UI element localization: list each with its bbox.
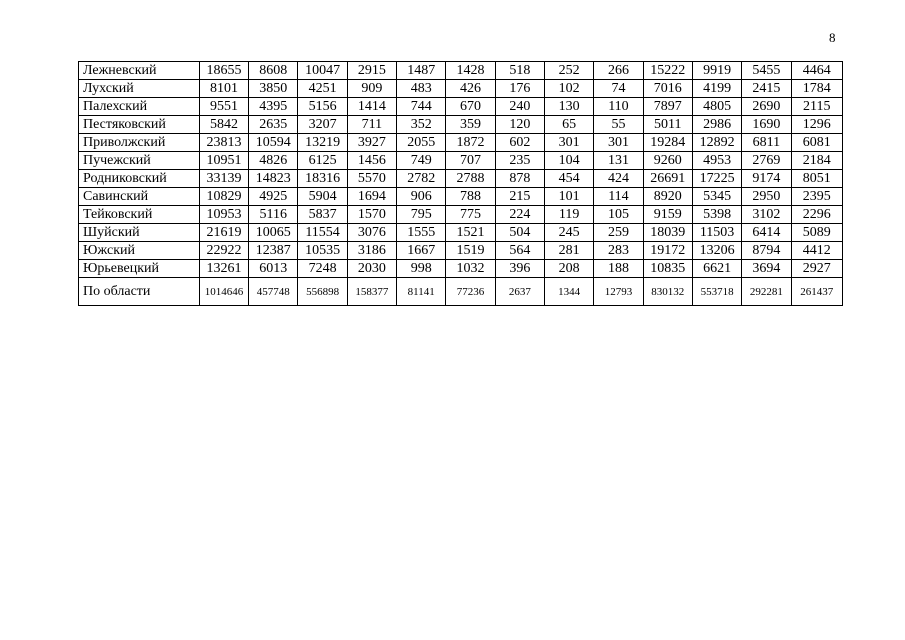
value-cell: 13261 (199, 260, 248, 278)
value-cell: 2986 (692, 116, 741, 134)
value-cell: 120 (495, 116, 544, 134)
value-cell: 3186 (347, 242, 396, 260)
value-cell: 2395 (791, 188, 842, 206)
value-cell: 301 (594, 134, 643, 152)
value-cell: 4826 (249, 152, 298, 170)
value-cell: 33139 (199, 170, 248, 188)
value-cell: 19172 (643, 242, 692, 260)
value-cell: 1032 (446, 260, 495, 278)
value-cell: 2788 (446, 170, 495, 188)
value-cell: 102 (544, 80, 593, 98)
value-cell: 2950 (742, 188, 791, 206)
value-cell: 670 (446, 98, 495, 116)
statistics-table (78, 61, 843, 306)
value-cell: 10951 (199, 152, 248, 170)
value-cell: 3102 (742, 206, 791, 224)
value-cell: 215 (495, 188, 544, 206)
value-cell: 1784 (791, 80, 842, 98)
district-name-cell: Родниковский (79, 170, 200, 188)
value-cell: 18039 (643, 224, 692, 242)
value-cell: 3850 (249, 80, 298, 98)
value-cell: 7897 (643, 98, 692, 116)
value-cell: 1667 (397, 242, 446, 260)
value-cell: 18655 (199, 62, 248, 80)
value-cell: 13219 (298, 134, 347, 152)
value-cell: 6013 (249, 260, 298, 278)
value-cell: 775 (446, 206, 495, 224)
value-cell: 2782 (397, 170, 446, 188)
value-cell: 504 (495, 224, 544, 242)
value-cell: 6811 (742, 134, 791, 152)
value-cell: 6621 (692, 260, 741, 278)
value-cell: 909 (347, 80, 396, 98)
value-cell: 245 (544, 224, 593, 242)
value-cell: 2690 (742, 98, 791, 116)
value-cell: 283 (594, 242, 643, 260)
value-cell: 602 (495, 134, 544, 152)
table-row (79, 260, 843, 278)
value-cell: 10535 (298, 242, 347, 260)
district-name-cell: Юрьевецкий (79, 260, 200, 278)
value-cell: 424 (594, 170, 643, 188)
total-row (79, 278, 843, 306)
table-row (79, 188, 843, 206)
value-cell: 2635 (249, 116, 298, 134)
value-cell: 906 (397, 188, 446, 206)
value-cell: 23813 (199, 134, 248, 152)
value-cell: 259 (594, 224, 643, 242)
value-cell: 1456 (347, 152, 396, 170)
value-cell: 119 (544, 206, 593, 224)
value-cell: 1521 (446, 224, 495, 242)
value-cell: 235 (495, 152, 544, 170)
value-cell: 4464 (791, 62, 842, 80)
value-cell: 4805 (692, 98, 741, 116)
value-cell: 266 (594, 62, 643, 80)
value-cell: 2030 (347, 260, 396, 278)
value-cell: 22922 (199, 242, 248, 260)
district-name-cell: Приволжский (79, 134, 200, 152)
value-cell: 131 (594, 152, 643, 170)
value-cell: 707 (446, 152, 495, 170)
value-cell: 1296 (791, 116, 842, 134)
value-cell: 19284 (643, 134, 692, 152)
value-cell: 188 (594, 260, 643, 278)
value-cell: 795 (397, 206, 446, 224)
value-cell: 208 (544, 260, 593, 278)
value-cell: 3076 (347, 224, 396, 242)
total-value-cell: 1014646 (199, 278, 248, 306)
value-cell: 9260 (643, 152, 692, 170)
total-value-cell: 830132 (643, 278, 692, 306)
table-row (79, 116, 843, 134)
value-cell: 4199 (692, 80, 741, 98)
value-cell: 8101 (199, 80, 248, 98)
value-cell: 6125 (298, 152, 347, 170)
value-cell: 5904 (298, 188, 347, 206)
value-cell: 483 (397, 80, 446, 98)
district-name-cell: Лежневский (79, 62, 200, 80)
value-cell: 2769 (742, 152, 791, 170)
district-name-cell: Тейковский (79, 206, 200, 224)
table-row (79, 242, 843, 260)
value-cell: 2115 (791, 98, 842, 116)
page-number: 8 (829, 30, 836, 45)
total-value-cell: 2637 (495, 278, 544, 306)
value-cell: 1690 (742, 116, 791, 134)
value-cell: 10829 (199, 188, 248, 206)
value-cell: 3694 (742, 260, 791, 278)
value-cell: 2055 (397, 134, 446, 152)
value-cell: 6081 (791, 134, 842, 152)
value-cell: 105 (594, 206, 643, 224)
value-cell: 74 (594, 80, 643, 98)
value-cell: 15222 (643, 62, 692, 80)
value-cell: 9159 (643, 206, 692, 224)
value-cell: 130 (544, 98, 593, 116)
value-cell: 878 (495, 170, 544, 188)
table-row (79, 206, 843, 224)
value-cell: 1872 (446, 134, 495, 152)
value-cell: 8794 (742, 242, 791, 260)
total-value-cell: 77236 (446, 278, 495, 306)
value-cell: 352 (397, 116, 446, 134)
value-cell: 110 (594, 98, 643, 116)
total-label: По области (79, 278, 200, 306)
table-row (79, 134, 843, 152)
value-cell: 1487 (397, 62, 446, 80)
value-cell: 18316 (298, 170, 347, 188)
value-cell: 101 (544, 188, 593, 206)
value-cell: 5156 (298, 98, 347, 116)
value-cell: 104 (544, 152, 593, 170)
value-cell: 114 (594, 188, 643, 206)
value-cell: 301 (544, 134, 593, 152)
value-cell: 4395 (249, 98, 298, 116)
total-value-cell: 158377 (347, 278, 396, 306)
value-cell: 711 (347, 116, 396, 134)
value-cell: 1555 (397, 224, 446, 242)
value-cell: 4953 (692, 152, 741, 170)
value-cell: 9919 (692, 62, 741, 80)
district-name-cell: Савинский (79, 188, 200, 206)
value-cell: 5570 (347, 170, 396, 188)
total-value-cell: 12793 (594, 278, 643, 306)
total-value-cell: 292281 (742, 278, 791, 306)
total-value-cell: 261437 (791, 278, 842, 306)
value-cell: 5089 (791, 224, 842, 242)
table-row (79, 224, 843, 242)
value-cell: 998 (397, 260, 446, 278)
value-cell: 11503 (692, 224, 741, 242)
value-cell: 2415 (742, 80, 791, 98)
total-value-cell: 81141 (397, 278, 446, 306)
value-cell: 252 (544, 62, 593, 80)
value-cell: 8608 (249, 62, 298, 80)
table-row (79, 62, 843, 80)
value-cell: 10835 (643, 260, 692, 278)
value-cell: 4251 (298, 80, 347, 98)
value-cell: 11554 (298, 224, 347, 242)
value-cell: 426 (446, 80, 495, 98)
total-value-cell: 556898 (298, 278, 347, 306)
value-cell: 788 (446, 188, 495, 206)
table-row (79, 170, 843, 188)
value-cell: 518 (495, 62, 544, 80)
value-cell: 8920 (643, 188, 692, 206)
value-cell: 9174 (742, 170, 791, 188)
total-value-cell: 457748 (249, 278, 298, 306)
value-cell: 1414 (347, 98, 396, 116)
value-cell: 5837 (298, 206, 347, 224)
table-body (79, 62, 843, 306)
table-row (79, 152, 843, 170)
value-cell: 10953 (199, 206, 248, 224)
value-cell: 1570 (347, 206, 396, 224)
value-cell: 1428 (446, 62, 495, 80)
value-cell: 2915 (347, 62, 396, 80)
value-cell: 6414 (742, 224, 791, 242)
value-cell: 13206 (692, 242, 741, 260)
district-name-cell: Пестяковский (79, 116, 200, 134)
value-cell: 9551 (199, 98, 248, 116)
value-cell: 55 (594, 116, 643, 134)
value-cell: 7248 (298, 260, 347, 278)
value-cell: 359 (446, 116, 495, 134)
district-name-cell: Лухский (79, 80, 200, 98)
value-cell: 2296 (791, 206, 842, 224)
value-cell: 17225 (692, 170, 741, 188)
value-cell: 3207 (298, 116, 347, 134)
value-cell: 749 (397, 152, 446, 170)
value-cell: 744 (397, 98, 446, 116)
value-cell: 5345 (692, 188, 741, 206)
total-value-cell: 553718 (692, 278, 741, 306)
value-cell: 1694 (347, 188, 396, 206)
value-cell: 454 (544, 170, 593, 188)
value-cell: 240 (495, 98, 544, 116)
value-cell: 8051 (791, 170, 842, 188)
value-cell: 5011 (643, 116, 692, 134)
value-cell: 1519 (446, 242, 495, 260)
value-cell: 10594 (249, 134, 298, 152)
value-cell: 281 (544, 242, 593, 260)
value-cell: 12892 (692, 134, 741, 152)
value-cell: 3927 (347, 134, 396, 152)
value-cell: 26691 (643, 170, 692, 188)
value-cell: 10065 (249, 224, 298, 242)
value-cell: 7016 (643, 80, 692, 98)
value-cell: 396 (495, 260, 544, 278)
value-cell: 10047 (298, 62, 347, 80)
district-name-cell: Пучежский (79, 152, 200, 170)
value-cell: 4412 (791, 242, 842, 260)
value-cell: 564 (495, 242, 544, 260)
value-cell: 5842 (199, 116, 248, 134)
total-value-cell: 1344 (544, 278, 593, 306)
value-cell: 2927 (791, 260, 842, 278)
district-name-cell: Шуйский (79, 224, 200, 242)
value-cell: 5116 (249, 206, 298, 224)
table-row (79, 80, 843, 98)
value-cell: 2184 (791, 152, 842, 170)
value-cell: 65 (544, 116, 593, 134)
value-cell: 21619 (199, 224, 248, 242)
value-cell: 12387 (249, 242, 298, 260)
value-cell: 5398 (692, 206, 741, 224)
value-cell: 224 (495, 206, 544, 224)
value-cell: 176 (495, 80, 544, 98)
value-cell: 5455 (742, 62, 791, 80)
value-cell: 14823 (249, 170, 298, 188)
value-cell: 4925 (249, 188, 298, 206)
district-name-cell: Южский (79, 242, 200, 260)
table-row (79, 98, 843, 116)
district-name-cell: Палехский (79, 98, 200, 116)
